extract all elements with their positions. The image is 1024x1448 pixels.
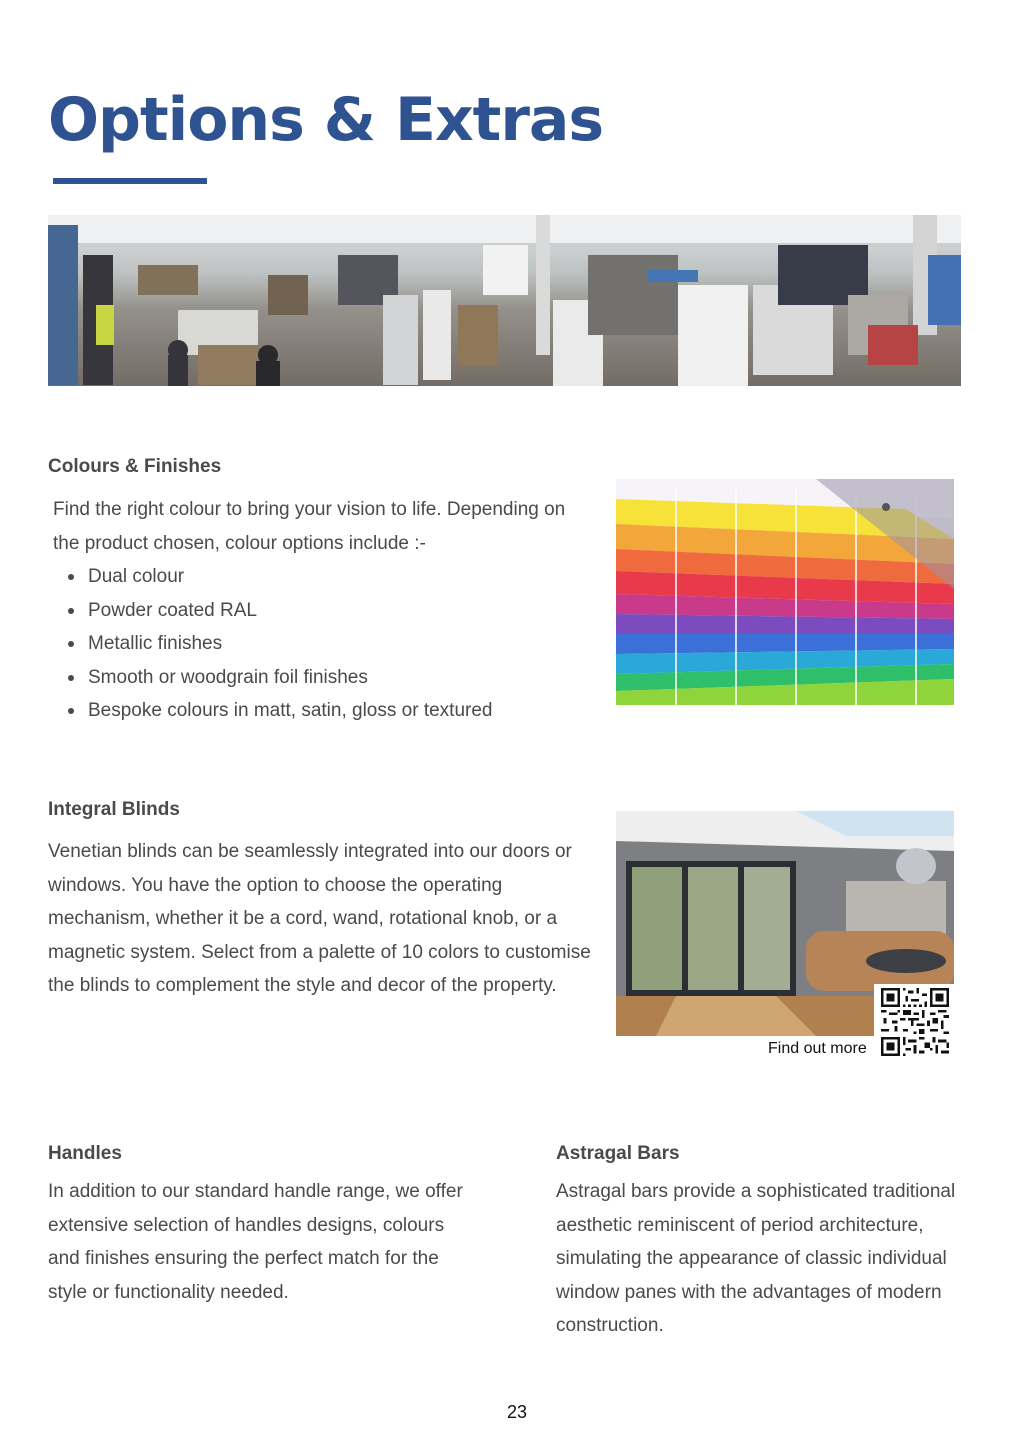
handles-body: In addition to our standard handle range, we offer extensive selection of handles designs, colours and finishes ensuring the perfect match for the style or functionality needed. <box>48 1181 463 1303</box>
qr-caption: Find out more <box>768 1040 867 1057</box>
colour-swatch-fan-photo <box>616 479 954 705</box>
list-item: Powder coated RAL <box>53 594 593 628</box>
colours-intro: Find the right colour to bring your vision to life. Depending on the product chosen, colour options include :- <box>53 499 566 554</box>
list-item: Dual colour <box>53 560 593 594</box>
blinds-body: Venetian blinds can be seamlessly integrated into our doors or windows. You have the option to choose the operating mechanism, whether it be a cord, wand, rotational knob, or a magnetic system. Select from a palette of 10 colors to customise the blinds to complement the style and decor of the property. <box>48 841 591 997</box>
page-number: 23 <box>506 1402 528 1422</box>
astragal-body: Astragal bars provide a sophisticated traditional aesthetic reminiscent of period architecture, simulating the appearance of classic individual window panes with the advantages of modern construction. <box>556 1181 956 1337</box>
list-item: Smooth or woodgrain foil finishes <box>53 661 593 695</box>
colour-options-list <box>53 560 593 728</box>
page-title: Options & Extras <box>48 85 604 155</box>
factory-floor-photo <box>48 215 961 386</box>
colours-heading: Colours & Finishes <box>48 456 222 477</box>
qr-code[interactable] <box>874 984 954 1058</box>
handles-heading: Handles <box>48 1143 122 1164</box>
blinds-heading: Integral Blinds <box>48 799 180 820</box>
list-item: Metallic finishes <box>53 627 593 661</box>
astragal-heading: Astragal Bars <box>556 1143 680 1164</box>
title-underline <box>53 178 207 184</box>
list-item: Bespoke colours in matt, satin, gloss or textured <box>53 694 593 728</box>
